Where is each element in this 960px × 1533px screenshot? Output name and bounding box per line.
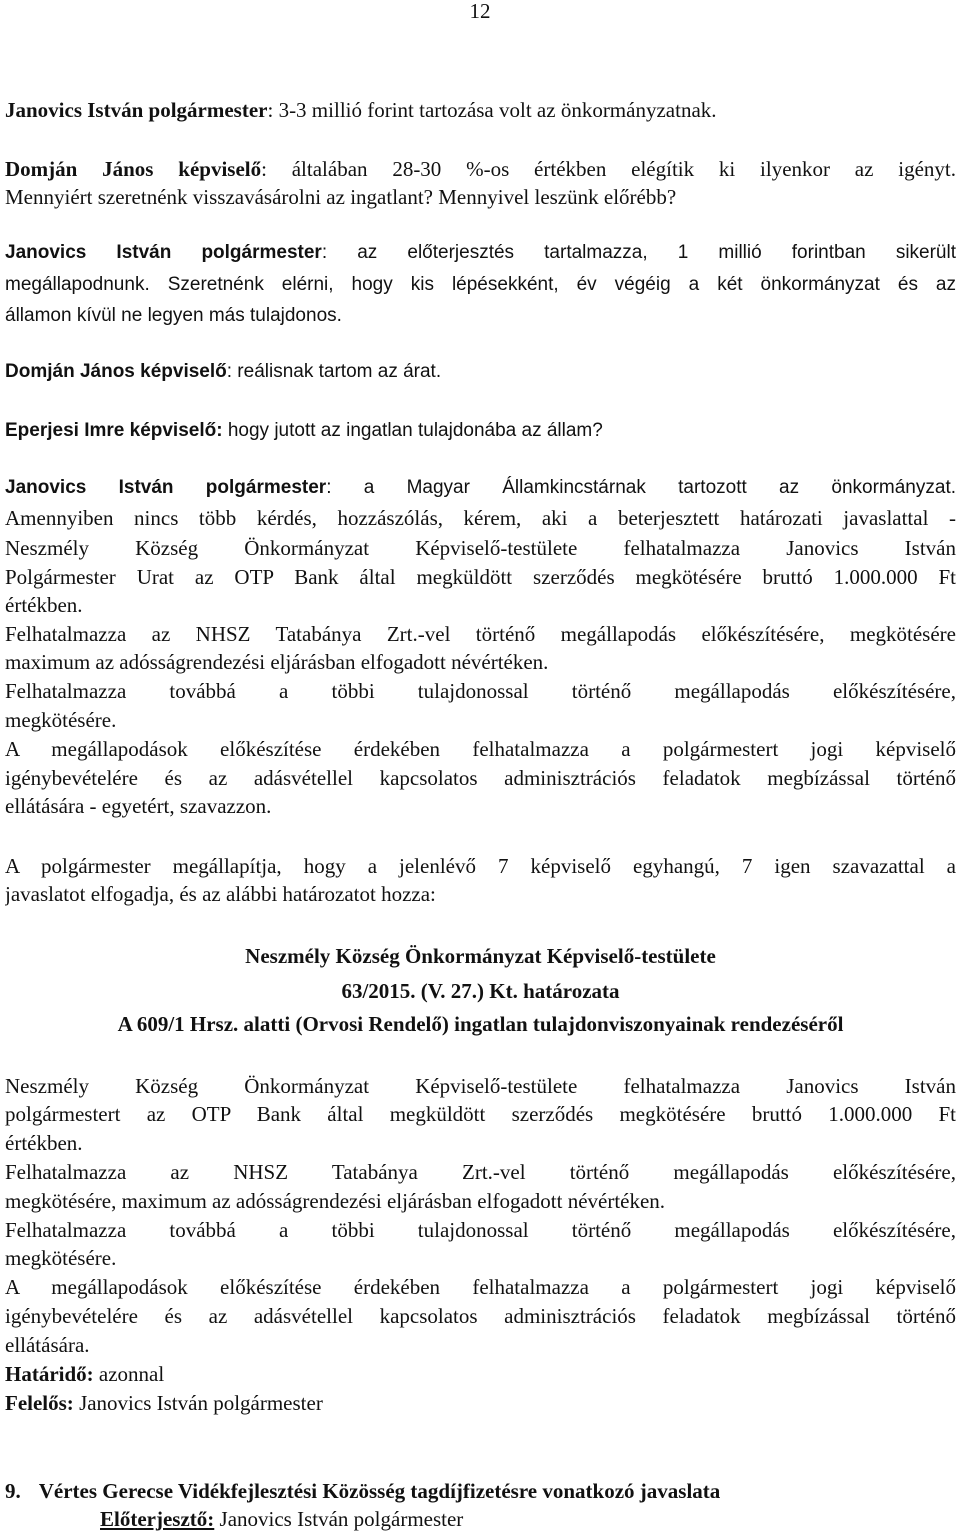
- resolution-number: 63/2015. (V. 27.) Kt. határozata: [341, 979, 620, 1003]
- motion-line: maximum az adósságrendezési eljárásban elfogadott névértéken.: [5, 650, 549, 674]
- motion-line: Felhatalmazza továbbá a többi tulajdonossal történő megállapodás előkészítésére,: [5, 679, 956, 703]
- paragraph-3-line-3: államon kívül ne legyen más tulajdonos.: [5, 305, 342, 326]
- agenda-item-9-title: [5, 1478, 956, 1504]
- resolution-line: polgármestert az OTP Bank által megküldött szerződés megkötésére bruttó 1.000.000 Ft: [5, 1102, 956, 1126]
- deadline-value: azonnal: [93, 1362, 165, 1386]
- motion-line: igénybevételére és az adásvétellel kapcsolatos adminisztrációs feladatok megbízással történő: [5, 766, 956, 790]
- motion-line: megkötésére.: [5, 708, 117, 732]
- motion-line: A megállapodások előkészítése érdekében felhatalmazza a polgármestert jogi képviselő: [5, 737, 956, 761]
- agenda-item-presenter: [100, 1506, 900, 1532]
- speaker: Janovics István polgármester: [5, 242, 322, 263]
- resolution-subject: A 609/1 Hrsz. alatti (Orvosi Rendelő) ingatlan tulajdonviszonyainak rendezéséről: [117, 1012, 844, 1036]
- paragraph-2-line-1: Domján János képviselő: általában 28-30 %-os értékben elégítik ki ilyenkor az igényt.: [5, 157, 956, 181]
- paragraph-2-line-2: Mennyiért szeretnénk visszavásárolni az ingatlant? Mennyivel leszünk előrébb?: [5, 185, 677, 209]
- resolution-line: értékben.: [5, 1131, 83, 1155]
- presenter-label: Előterjesztő:: [100, 1507, 215, 1531]
- agenda-item-number: 9.: [5, 1479, 21, 1503]
- speaker: Domján János képviselő: [5, 157, 262, 181]
- speaker: Domján János képviselő: [5, 361, 227, 382]
- paragraph-3-line-2: megállapodnunk. Szeretnénk elérni, hogy kis lépésekként, év végéig a két önkormányzat és az: [5, 274, 956, 295]
- paragraph-6-line-1: Janovics István polgármester: a Magyar Államkincstárnak tartozott az önkormányzat.: [5, 477, 956, 498]
- speaker: Eperjesi Imre képviselő:: [5, 420, 223, 441]
- motion-line: értékben.: [5, 593, 83, 617]
- responsible-label: Felelős:: [5, 1391, 74, 1415]
- paragraph-3-line-1: Janovics István polgármester: az előterjesztés tartalmazza, 1 millió forintban sikerült: [5, 242, 956, 263]
- motion-line: Neszmély Község Önkormányzat Képviselő-testülete felhatalmazza Janovics István: [5, 536, 956, 560]
- agenda-item-title: Vértes Gerecse Vidékfejlesztési Közösség tagdíjfizetésre vonatkozó javaslata: [38, 1479, 721, 1503]
- resolution-line: Felhatalmazza továbbá a többi tulajdonossal történő megállapodás előkészítésére,: [5, 1218, 956, 1242]
- paragraph-4: Domján János képviselő: reálisnak tartom az árat.: [5, 361, 442, 382]
- motion-line: Felhatalmazza az NHSZ Tatabánya Zrt.-vel történő megállapodás előkészítésére, megkötésére: [5, 622, 956, 646]
- responsible-value: Janovics István polgármester: [73, 1391, 323, 1415]
- speaker: Janovics István polgármester: [5, 477, 327, 498]
- resolution-line: igénybevételére és az adásvétellel kapcsolatos adminisztrációs feladatok megbízással történő: [5, 1304, 956, 1328]
- motion-line: Polgármester Urat az OTP Bank által megküldött szerződés megkötésére bruttó 1.000.000 Ft: [5, 565, 956, 589]
- deadline: [5, 1361, 956, 1387]
- deadline-label: Határidő:: [5, 1362, 94, 1386]
- paragraph-1: Janovics István polgármester: 3-3 millió forint tartozása volt az önkormányzatnak.: [5, 98, 717, 122]
- vote-line-2: javaslatot elfogadja, és az alábbi határozatot hozza:: [5, 882, 436, 906]
- resolution-line: Neszmély Község Önkormányzat Képviselő-testülete felhatalmazza Janovics István: [5, 1074, 956, 1098]
- resolution-body: Neszmély Község Önkormányzat Képviselő-testülete: [245, 944, 716, 968]
- responsible: [5, 1390, 956, 1416]
- speaker: Janovics István polgármester: [5, 98, 268, 122]
- resolution-line: megkötésére, maximum az adósságrendezési eljárásban elfogadott névértéken.: [5, 1189, 666, 1213]
- resolution-line: megkötésére.: [5, 1246, 117, 1270]
- motion-line: Amennyiben nincs több kérdés, hozzászólás, kérem, aki a beterjesztett határozati javaslattal -: [5, 506, 956, 530]
- paragraph-5: Eperjesi Imre képviselő: hogy jutott az ingatlan tulajdonába az állam?: [5, 420, 603, 441]
- motion-line: ellátására - egyetért, szavazzon.: [5, 794, 272, 818]
- presenter-value: Janovics István polgármester: [214, 1507, 464, 1531]
- resolution-line: ellátására.: [5, 1333, 90, 1357]
- page-number: 12: [469, 0, 491, 23]
- vote-line-1: A polgármester megállapítja, hogy a jelenlévő 7 képviselő egyhangú, 7 igen szavazattal a: [5, 854, 956, 878]
- resolution-line: Felhatalmazza az NHSZ Tatabánya Zrt.-vel történő megállapodás előkészítésére,: [5, 1160, 956, 1184]
- resolution-line: A megállapodások előkészítése érdekében felhatalmazza a polgármestert jogi képviselő: [5, 1275, 956, 1299]
